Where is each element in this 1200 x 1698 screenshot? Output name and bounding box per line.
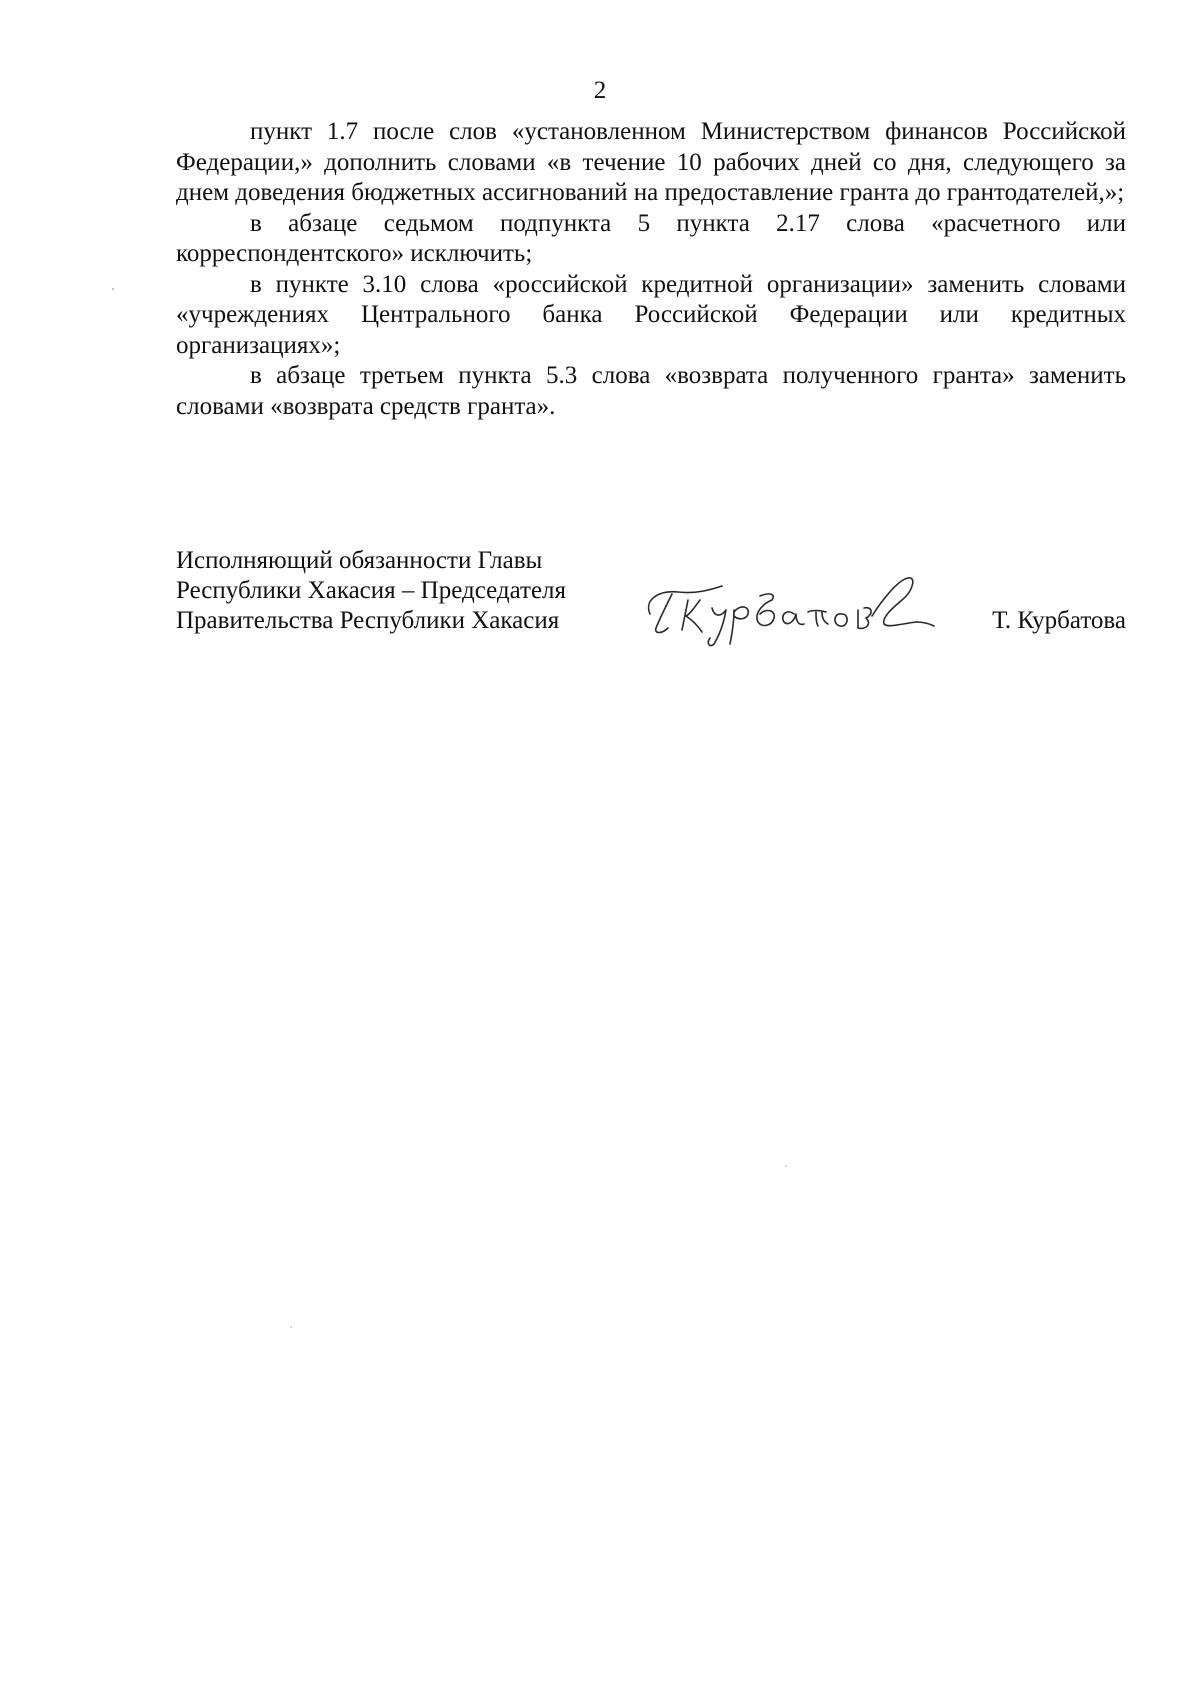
signatory-position xyxy=(176,546,596,636)
paragraph-item-5-3: в абзаце третьем пункта 5.3 слова «возврата полученного гранта» заменить словами «возврата средств гранта». xyxy=(176,362,1126,420)
amendment-text xyxy=(176,117,1126,422)
signature-block xyxy=(176,546,1126,656)
signatory-position-line: Республики Хакасия – Председателя xyxy=(176,577,567,604)
handwritten-signature xyxy=(636,570,936,650)
signatory-position-line: Правительства Республики Хакасия xyxy=(176,607,560,634)
signatory-position-line: Исполняющий обязанности Главы xyxy=(176,547,543,574)
paragraph-item-2-17: в абзаце седьмом подпункта 5 пункта 2.17 слова «расчетного или корреспондентского» исключить; xyxy=(176,209,1126,267)
page-number: 2 xyxy=(593,77,607,104)
paragraph-item-1-7: пункт 1.7 после слов «установленном Министерством финансов Российской Федерации,» дополнить словами «в течение 10 рабочих дней со дня, следующего за днем доведения бюджетных ассигнований на предоставление гранта до грантодателей,»; xyxy=(176,118,1126,206)
paragraph-item-3-10: в пункте 3.10 слова «российской кредитной организации» заменить словами «учреждениях Центрального банка Российской Федерации или кредитных организациях»; xyxy=(176,270,1126,359)
signatory-name: Т. Курбатова xyxy=(992,607,1126,634)
